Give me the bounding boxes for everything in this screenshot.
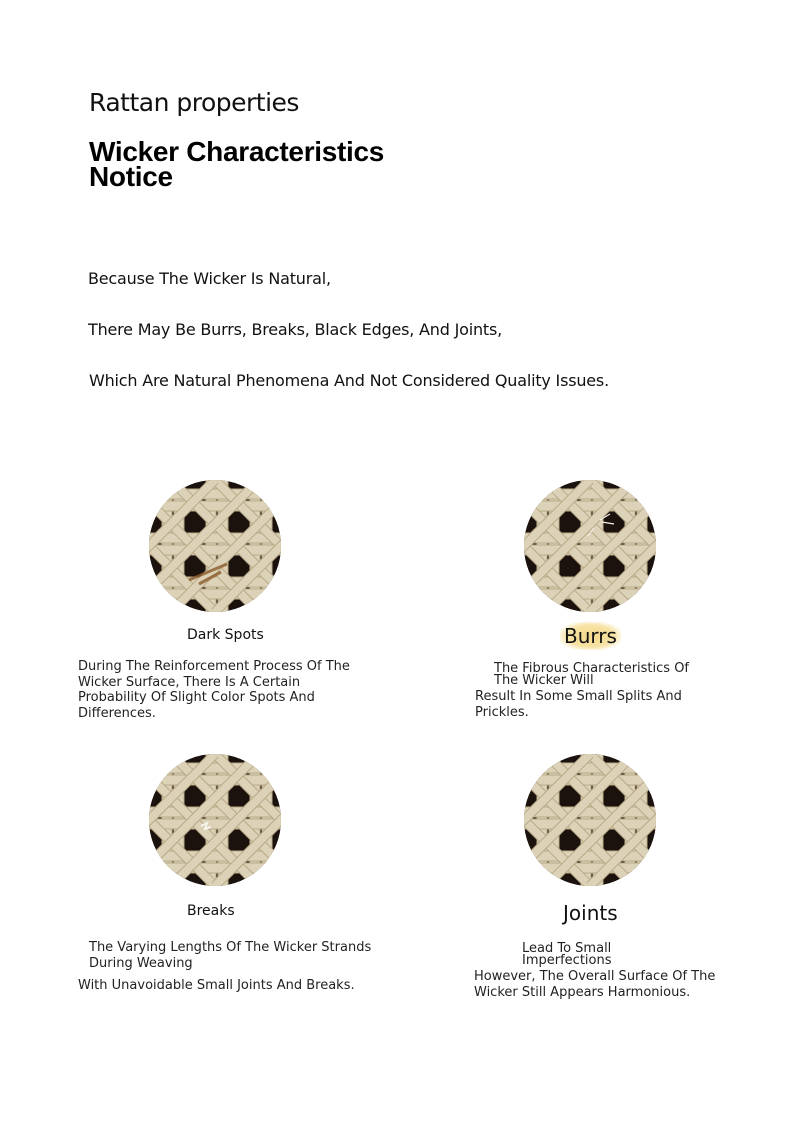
desc-line: Result In Some Small Splits And (475, 689, 682, 704)
burrs-description-top (494, 663, 689, 687)
desc-line: During The Reinforcement Process Of The (78, 659, 350, 674)
breaks-photo (149, 754, 281, 886)
notice-line-2: There May Be Burrs, Breaks, Black Edges, And Joints, (88, 320, 502, 339)
burrs-label-highlight: Burrs (560, 622, 621, 650)
burrs-label (560, 624, 621, 648)
desc-line: Differences. (78, 705, 156, 721)
joints-description-top (522, 943, 612, 967)
burrs-photo (524, 480, 656, 612)
desc-line: Probability Of Slight Color Spots And (78, 690, 315, 705)
desc-line: Wicker Still Appears Harmonious. (474, 984, 691, 1000)
notice-line-1: Because The Wicker Is Natural, (88, 269, 331, 288)
joints-label: Joints (563, 901, 618, 925)
dark-spots-description (78, 659, 350, 721)
section-subtitle: Rattan properties (89, 88, 299, 117)
notice-line-3: Which Are Natural Phenomena And Not Considered Quality Issues. (89, 371, 609, 390)
burrs-description-bottom (475, 689, 682, 720)
breaks-description-bottom: With Unavoidable Small Joints And Breaks. (78, 978, 355, 993)
wicker-weave-graphic (524, 754, 656, 886)
joints-description-bottom (474, 969, 715, 1000)
wicker-weave-graphic (524, 480, 656, 612)
desc-line: During Weaving (89, 955, 193, 971)
breaks-label: Breaks (187, 903, 235, 919)
desc-line: Prickles. (475, 704, 529, 720)
desc-line: Wicker Surface, There Is A Certain (78, 674, 301, 690)
page-title (89, 136, 385, 192)
wicker-weave-graphic (149, 754, 281, 886)
desc-line: Lead To Small (522, 941, 612, 956)
title-line-1: Wicker Characteristics (89, 136, 385, 167)
desc-line: The Wicker Will (494, 673, 594, 688)
title-line-2: Notice (89, 161, 173, 192)
dark-spots-photo (149, 480, 281, 612)
joints-photo (524, 754, 656, 886)
desc-line: Imperfections (522, 953, 612, 968)
wicker-weave-graphic (149, 480, 281, 612)
desc-line: However, The Overall Surface Of The (474, 969, 716, 984)
desc-line: The Fibrous Characteristics Of (494, 661, 689, 676)
breaks-description-top (89, 940, 371, 971)
dark-spots-label: Dark Spots (187, 627, 264, 643)
desc-line: The Varying Lengths Of The Wicker Strands (89, 940, 372, 955)
